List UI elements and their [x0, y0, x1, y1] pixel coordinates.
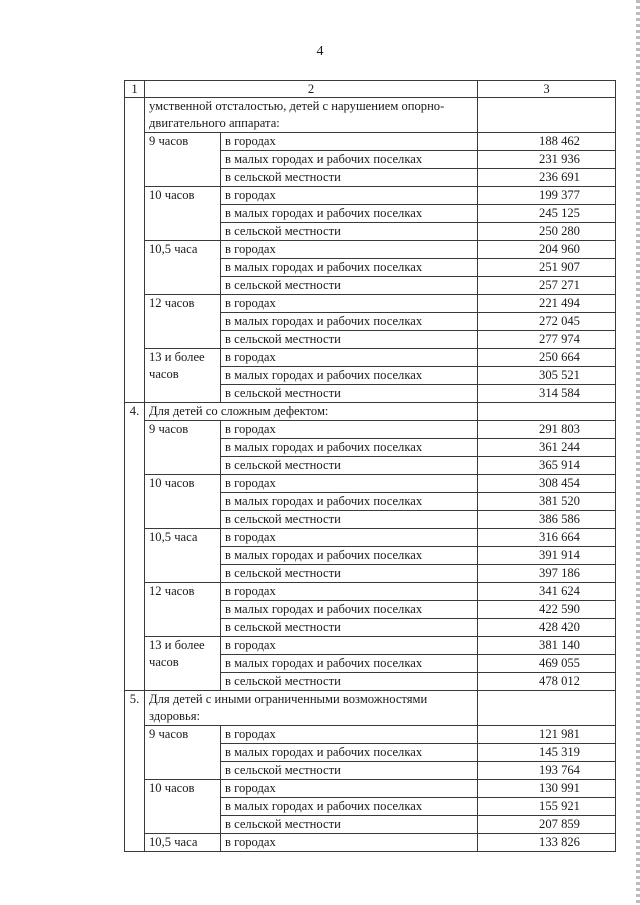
place-label: в малых городах и рабочих поселках [221, 744, 478, 762]
section-number: 4. [125, 403, 145, 691]
hours-label: 9 часов [145, 726, 221, 780]
amount-value: 308 454 [478, 475, 616, 493]
place-label: в сельской местности [221, 277, 478, 295]
amount-value: 257 271 [478, 277, 616, 295]
amount-value: 193 764 [478, 762, 616, 780]
table-row [125, 421, 616, 439]
place-label: в сельской местности [221, 816, 478, 834]
place-label: в малых городах и рабочих поселках [221, 259, 478, 277]
place-label: в малых городах и рабочих поселках [221, 655, 478, 673]
place-label: в сельской местности [221, 169, 478, 187]
amount-value: 428 420 [478, 619, 616, 637]
amount-value: 291 803 [478, 421, 616, 439]
amount-value: 305 521 [478, 367, 616, 385]
header-row [125, 81, 616, 98]
table-row [125, 295, 616, 313]
hours-label: 12 часов [145, 295, 221, 349]
hours-label: 10 часов [145, 780, 221, 834]
place-label: в сельской местности [221, 762, 478, 780]
place-label: в городах [221, 187, 478, 205]
amount-value: 469 055 [478, 655, 616, 673]
place-label: в малых городах и рабочих поселках [221, 798, 478, 816]
place-label: в малых городах и рабочих поселках [221, 493, 478, 511]
amount-value: 155 921 [478, 798, 616, 816]
table-row [125, 349, 616, 367]
amount-value: 277 974 [478, 331, 616, 349]
place-label: в малых городах и рабочих поселках [221, 205, 478, 223]
hours-label: 13 и более часов [145, 637, 221, 691]
section-number: 5. [125, 691, 145, 852]
amount-value: 381 520 [478, 493, 616, 511]
amount-value: 231 936 [478, 151, 616, 169]
header-col-3: 3 [478, 81, 616, 98]
place-label: в сельской местности [221, 565, 478, 583]
amount-value: 341 624 [478, 583, 616, 601]
amount-value: 133 826 [478, 834, 616, 852]
table-row [125, 726, 616, 744]
place-label: в городах [221, 726, 478, 744]
amount-value: 236 691 [478, 169, 616, 187]
place-label: в сельской местности [221, 673, 478, 691]
place-label: в городах [221, 834, 478, 852]
place-label: в городах [221, 583, 478, 601]
amount-value: 251 907 [478, 259, 616, 277]
place-label: в городах [221, 241, 478, 259]
amount-value: 130 991 [478, 780, 616, 798]
section-title: умственной отсталостью, детей с нарушением опорно-двигательного аппарата: [145, 98, 478, 133]
place-label: в городах [221, 475, 478, 493]
place-label: в городах [221, 529, 478, 547]
hours-label: 10,5 часа [145, 529, 221, 583]
place-label: в городах [221, 637, 478, 655]
place-label: в малых городах и рабочих поселках [221, 313, 478, 331]
place-label: в городах [221, 421, 478, 439]
table-row [125, 583, 616, 601]
section-title: Для детей с иными ограниченными возможностями здоровья: [145, 691, 478, 726]
table-row [125, 637, 616, 655]
amount-value: 316 664 [478, 529, 616, 547]
amount-value: 361 244 [478, 439, 616, 457]
table-row [125, 529, 616, 547]
amount-value: 207 859 [478, 816, 616, 834]
table-row [125, 475, 616, 493]
amount-value: 250 664 [478, 349, 616, 367]
amount-value: 422 590 [478, 601, 616, 619]
section-value-empty [478, 691, 616, 726]
amount-value: 199 377 [478, 187, 616, 205]
section-heading-row [125, 691, 616, 726]
table-row [125, 187, 616, 205]
table-row [125, 834, 616, 852]
amount-value: 245 125 [478, 205, 616, 223]
hours-label: 9 часов [145, 421, 221, 475]
place-label: в городах [221, 295, 478, 313]
section-value-empty [478, 98, 616, 133]
amount-value: 314 584 [478, 385, 616, 403]
amount-value: 204 960 [478, 241, 616, 259]
place-label: в малых городах и рабочих поселках [221, 601, 478, 619]
place-label: в малых городах и рабочих поселках [221, 547, 478, 565]
hours-label: 12 часов [145, 583, 221, 637]
place-label: в сельской местности [221, 331, 478, 349]
hours-label: 13 и более часов [145, 349, 221, 403]
tariff-table [124, 80, 616, 852]
table-row [125, 241, 616, 259]
amount-value: 145 319 [478, 744, 616, 762]
amount-value: 397 186 [478, 565, 616, 583]
amount-value: 381 140 [478, 637, 616, 655]
place-label: в городах [221, 780, 478, 798]
amount-value: 478 012 [478, 673, 616, 691]
header-col-1: 1 [125, 81, 145, 98]
header-col-2: 2 [145, 81, 478, 98]
place-label: в сельской местности [221, 619, 478, 637]
place-label: в малых городах и рабочих поселках [221, 151, 478, 169]
section-heading-row [125, 98, 616, 133]
place-label: в сельской местности [221, 511, 478, 529]
section-value-empty [478, 403, 616, 421]
place-label: в сельской местности [221, 223, 478, 241]
hours-label: 10,5 часа [145, 241, 221, 295]
hours-label: 9 часов [145, 133, 221, 187]
table-row [125, 133, 616, 151]
amount-value: 250 280 [478, 223, 616, 241]
place-label: в малых городах и рабочих поселках [221, 367, 478, 385]
section-title: Для детей со сложным дефектом: [145, 403, 478, 421]
amount-value: 272 045 [478, 313, 616, 331]
place-label: в сельской местности [221, 457, 478, 475]
section-heading-row [125, 403, 616, 421]
section-number [125, 98, 145, 403]
place-label: в городах [221, 133, 478, 151]
hours-label: 10 часов [145, 187, 221, 241]
page-number: 4 [316, 44, 324, 59]
place-label: в городах [221, 349, 478, 367]
amount-value: 221 494 [478, 295, 616, 313]
scan-edge [636, 0, 640, 905]
hours-label: 10 часов [145, 475, 221, 529]
table-row [125, 780, 616, 798]
hours-label: 10,5 часа [145, 834, 221, 852]
amount-value: 365 914 [478, 457, 616, 475]
amount-value: 188 462 [478, 133, 616, 151]
amount-value: 391 914 [478, 547, 616, 565]
place-label: в малых городах и рабочих поселках [221, 439, 478, 457]
amount-value: 121 981 [478, 726, 616, 744]
place-label: в сельской местности [221, 385, 478, 403]
amount-value: 386 586 [478, 511, 616, 529]
